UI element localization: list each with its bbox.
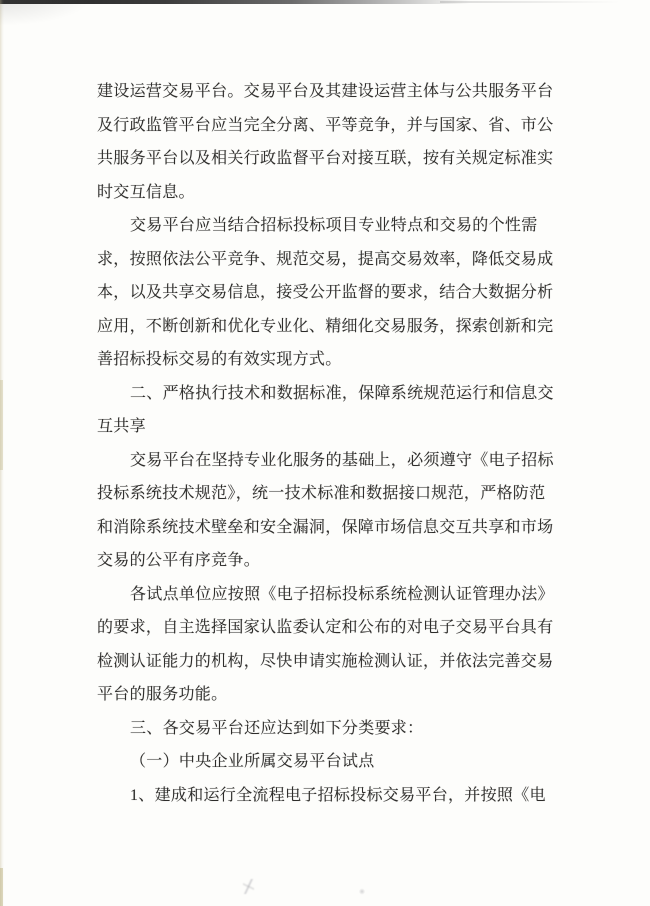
text-line: 平台的服务功能。 [97,686,228,703]
text-line: 互共享 [97,418,146,435]
text-line: 交易平台在坚持专业化服务的基础上，必须遵守《电子招标 [130,451,554,469]
text-line: 交易的公平有序竞争。 [97,552,261,569]
text-line: 二、严格执行技术和数据标准，保障系统规范运行和信息交 [130,384,554,402]
text-line: 交易平台应当结合招标投标项目专业特点和交易的个性需 [130,217,538,234]
document-body-text [97,75,567,812]
scan-corner-shade [0,0,90,26]
scan-top-edge-artifact-faint [440,1,620,3]
text-line: （一）中央企业所属交易平台试点 [130,753,375,770]
text-line: 善招标投标交易的有效实现方式。 [97,351,342,368]
scan-smudge [243,879,254,894]
text-line: 共服务平台以及相关行政监督平台对接互联，按有关规定标准实 [97,150,554,167]
text-line: 三、各交易平台还应达到如下分类要求： [130,719,424,737]
scan-left-edge-patch [0,868,3,906]
text-line: 检测认证能力的机构，尽快申请实施检测认证，并依法完善交易 [97,652,554,670]
text-line: 求，按照依法公平竞争、规范交易，提高交易效率，降低交易成 [97,250,554,268]
text-line: 本，以及共享交易信息，接受公开监督的要求，结合大数据分析 [97,284,554,301]
text-line: 和消除系统技术壁垒和安全漏洞，保障市场信息交互共享和市场 [97,518,554,536]
text-line: 1、建成和运行全流程电子招标投标交易平台，并按照《电 [130,786,546,804]
text-line: 的要求，自主选择国家认监委认定和公布的对电子交易平台具有 [97,619,554,636]
text-line: 各试点单位应按照《电子招标投标系统检测认证管理办法》 [130,585,554,603]
text-line: 应用，不断创新和优化专业化、精细化交易服务，探索创新和完 [97,317,554,335]
text-line: 及行政监管平台应当完全分离、平等竞争，并与国家、省、市公 [97,116,554,134]
text-line: 时交互信息。 [97,183,195,201]
text-line: 投标系统技术规范》，统一技术标准和数据接口规范，严格防范 [97,485,546,502]
text-line: 建设运营交易平台。交易平台及其建设运营主体与公共服务平台 [97,83,554,100]
scan-smudge [359,888,365,895]
scan-left-edge-patch [0,380,3,470]
